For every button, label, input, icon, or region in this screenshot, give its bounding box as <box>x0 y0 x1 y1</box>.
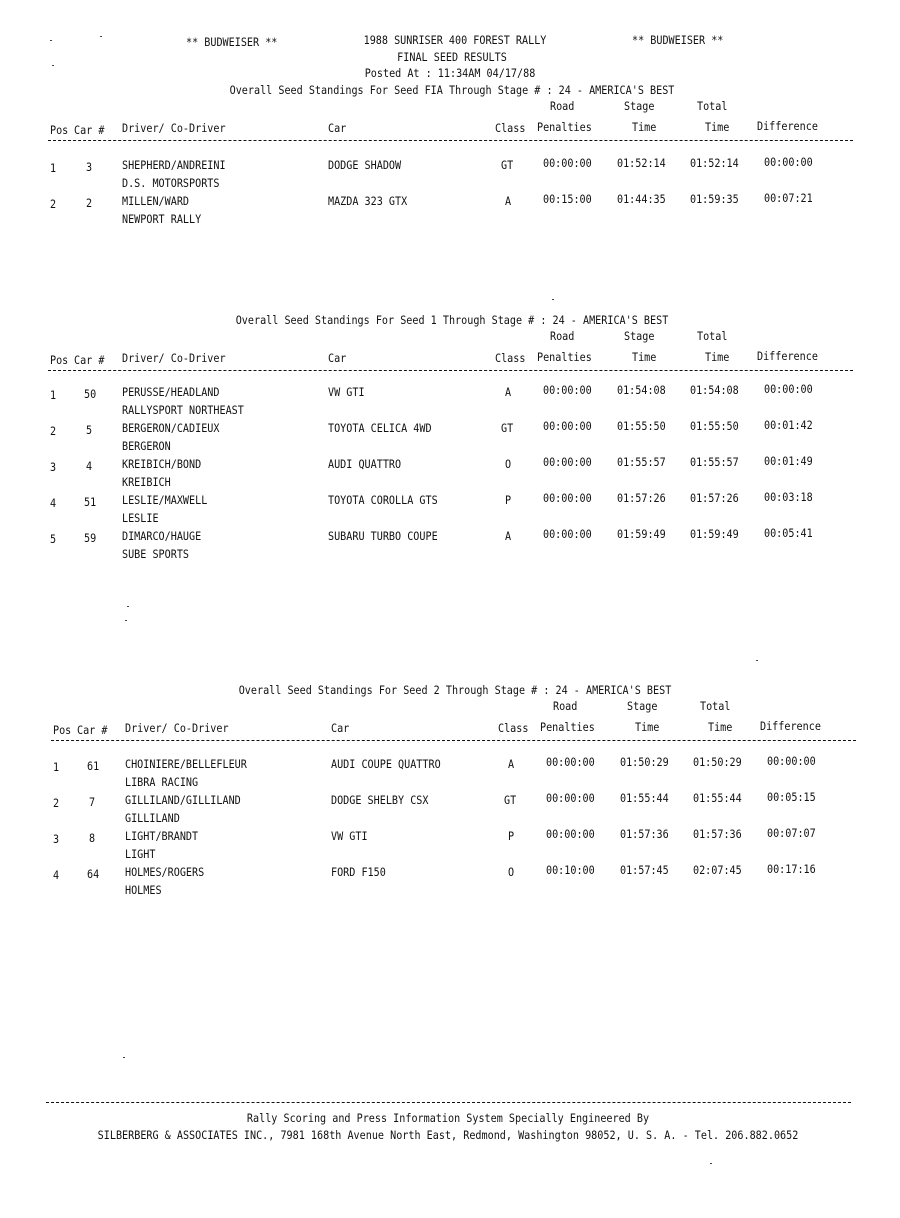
difference-cell: 00:07:07 <box>767 826 816 840</box>
header-total-top: Total <box>700 699 731 713</box>
total-time-cell: 01:57:26 <box>690 491 739 505</box>
header-total-top: Total <box>697 99 728 113</box>
team-cell: BERGERON <box>122 439 171 453</box>
sponsor-left: ** BUDWEISER ** <box>186 35 278 49</box>
position-cell: 4 <box>53 868 60 882</box>
total-time-cell: 01:50:29 <box>693 755 742 769</box>
car-number-cell: 51 <box>84 495 97 509</box>
team-cell: HOLMES <box>125 883 162 897</box>
position-cell: 1 <box>50 161 57 175</box>
total-time-cell: 01:57:36 <box>693 827 742 841</box>
driver-cell: HOLMES/ROGERS <box>125 865 205 879</box>
position-cell: 3 <box>50 460 57 474</box>
team-cell: LIBRA RACING <box>125 775 199 789</box>
header-difference: Difference <box>757 119 818 133</box>
car-number-cell: 4 <box>86 459 93 473</box>
header-pos: Pos <box>53 723 72 737</box>
penalties-cell: 00:10:00 <box>546 863 595 877</box>
car-number-cell: 8 <box>89 831 96 845</box>
stage-time-cell: 01:54:08 <box>617 383 666 397</box>
difference-cell: 00:01:49 <box>764 454 813 468</box>
sponsor-right: ** BUDWEISER ** <box>632 33 724 47</box>
total-time-cell: 01:52:14 <box>690 156 739 170</box>
header-stage-top: Stage <box>624 99 655 113</box>
position-cell: 1 <box>50 388 57 402</box>
car-number-cell: 59 <box>84 531 97 545</box>
driver-cell: LESLIE/MAXWELL <box>122 493 208 507</box>
car-number-cell: 50 <box>84 387 97 401</box>
penalties-cell: 00:00:00 <box>546 791 595 805</box>
total-time-cell: 01:55:44 <box>693 791 742 805</box>
header-stage-top: Stage <box>624 329 655 343</box>
header-class: Class <box>495 121 526 135</box>
position-cell: 5 <box>50 532 57 546</box>
driver-cell: PERUSSE/HEADLAND <box>122 385 220 399</box>
position-cell: 4 <box>50 496 57 510</box>
results-subtitle: FINAL SEED RESULTS <box>397 50 507 64</box>
team-cell: SUBE SPORTS <box>122 547 190 561</box>
difference-cell: 00:03:18 <box>764 490 813 504</box>
header-total-top: Total <box>697 329 728 343</box>
position-cell: 2 <box>53 796 60 810</box>
car-model-cell: FORD F150 <box>331 865 386 879</box>
driver-cell: SHEPHERD/ANDREINI <box>122 158 226 172</box>
class-cell: GT <box>504 793 517 807</box>
difference-cell: 00:00:00 <box>767 754 816 768</box>
car-model-cell: SUBARU TURBO COUPE <box>328 529 438 543</box>
header-road-top: Road <box>553 699 578 713</box>
header-divider <box>51 740 856 741</box>
driver-cell: BERGERON/CADIEUX <box>122 421 220 435</box>
posted-time: Posted At : 11:34AM 04/17/88 <box>364 66 536 80</box>
header-pos: Pos <box>50 123 69 137</box>
header-divider <box>48 140 853 141</box>
footer-divider <box>46 1102 851 1103</box>
footer-address: SILBERBERG & ASSOCIATES INC., 7981 168th Avenue North East, Redmond, Washington 98052, U. S. A. - Tel. 206.882.0652 <box>97 1128 799 1142</box>
position-cell: 2 <box>50 197 57 211</box>
scan-speck <box>100 36 102 37</box>
team-cell: RALLYSPORT NORTHEAST <box>122 403 244 417</box>
total-time-cell: 01:55:50 <box>690 419 739 433</box>
footer-credit: Rally Scoring and Press Information System Specially Engineered By <box>246 1111 650 1125</box>
header-total-time: Time <box>708 720 733 734</box>
header-stage-time: Time <box>632 350 657 364</box>
car-model-cell: AUDI COUPE QUATTRO <box>331 757 441 771</box>
header-road-top: Road <box>550 99 575 113</box>
header-car: Car <box>331 721 350 735</box>
car-number-cell: 64 <box>87 867 100 881</box>
position-cell: 2 <box>50 424 57 438</box>
car-model-cell: VW GTI <box>328 385 365 399</box>
penalties-cell: 00:00:00 <box>546 827 595 841</box>
header-car: Car <box>328 351 347 365</box>
penalties-cell: 00:00:00 <box>543 527 592 541</box>
stage-time-cell: 01:57:26 <box>617 491 666 505</box>
scan-speck <box>50 40 52 41</box>
header-pos: Pos <box>50 353 69 367</box>
team-cell: LESLIE <box>122 511 159 525</box>
class-cell: A <box>505 385 512 399</box>
difference-cell: 00:00:00 <box>764 155 813 169</box>
penalties-cell: 00:00:00 <box>543 491 592 505</box>
difference-cell: 00:17:16 <box>767 862 816 876</box>
stage-time-cell: 01:57:45 <box>620 863 669 877</box>
driver-cell: LIGHT/BRANDT <box>125 829 199 843</box>
car-number-cell: 2 <box>86 196 93 210</box>
scan-speck <box>552 299 554 300</box>
driver-cell: DIMARCO/HAUGE <box>122 529 202 543</box>
penalties-cell: 00:00:00 <box>543 455 592 469</box>
stage-time-cell: 01:55:50 <box>617 419 666 433</box>
driver-cell: KREIBICH/BOND <box>122 457 202 471</box>
header-car: Car <box>328 121 347 135</box>
class-cell: A <box>508 757 515 771</box>
header-road-top: Road <box>550 329 575 343</box>
difference-cell: 00:05:15 <box>767 790 816 804</box>
header-car-number: Car # <box>77 723 108 737</box>
car-model-cell: TOYOTA CELICA 4WD <box>328 421 432 435</box>
team-cell: GILLILAND <box>125 811 180 825</box>
scan-speck <box>756 660 758 661</box>
header-total-time: Time <box>705 350 730 364</box>
car-number-cell: 7 <box>89 795 96 809</box>
header-class: Class <box>495 351 526 365</box>
scan-speck <box>710 1163 712 1164</box>
car-model-cell: MAZDA 323 GTX <box>328 194 408 208</box>
team-cell: NEWPORT RALLY <box>122 212 202 226</box>
total-time-cell: 01:54:08 <box>690 383 739 397</box>
header-difference: Difference <box>757 349 818 363</box>
class-cell: A <box>505 529 512 543</box>
car-number-cell: 3 <box>86 160 93 174</box>
scan-speck <box>123 1057 125 1058</box>
header-car-number: Car # <box>74 123 105 137</box>
difference-cell: 00:07:21 <box>764 191 813 205</box>
total-time-cell: 01:55:57 <box>690 455 739 469</box>
penalties-cell: 00:15:00 <box>543 192 592 206</box>
scan-speck <box>125 620 127 621</box>
difference-cell: 00:05:41 <box>764 526 813 540</box>
header-stage-time: Time <box>635 720 660 734</box>
class-cell: GT <box>501 158 514 172</box>
class-cell: A <box>505 194 512 208</box>
header-driver: Driver/ Co-Driver <box>125 721 229 735</box>
car-model-cell: DODGE SHELBY CSX <box>331 793 429 807</box>
stage-time-cell: 01:55:57 <box>617 455 666 469</box>
penalties-cell: 00:00:00 <box>543 383 592 397</box>
header-divider <box>48 370 853 371</box>
driver-cell: GILLILAND/GILLILAND <box>125 793 241 807</box>
penalties-cell: 00:00:00 <box>543 156 592 170</box>
header-road-penalties: Penalties <box>537 120 592 134</box>
header-difference: Difference <box>760 719 821 733</box>
header-car-number: Car # <box>74 353 105 367</box>
car-model-cell: AUDI QUATTRO <box>328 457 402 471</box>
penalties-cell: 00:00:00 <box>546 755 595 769</box>
class-cell: P <box>505 493 512 507</box>
difference-cell: 00:01:42 <box>764 418 813 432</box>
section-title: Overall Seed Standings For Seed FIA Through Stage # : 24 - AMERICA'S BEST <box>229 83 675 97</box>
event-title: 1988 SUNRISER 400 FOREST RALLY <box>363 33 547 47</box>
header-stage-time: Time <box>632 120 657 134</box>
class-cell: P <box>508 829 515 843</box>
driver-cell: CHOINIERE/BELLEFLEUR <box>125 757 247 771</box>
position-cell: 1 <box>53 760 60 774</box>
section-title: Overall Seed Standings For Seed 1 Through Stage # : 24 - AMERICA'S BEST <box>235 313 669 327</box>
total-time-cell: 01:59:35 <box>690 192 739 206</box>
scan-speck <box>127 606 129 607</box>
stage-time-cell: 01:59:49 <box>617 527 666 541</box>
stage-time-cell: 01:57:36 <box>620 827 669 841</box>
header-road-penalties: Penalties <box>537 350 592 364</box>
header-driver: Driver/ Co-Driver <box>122 121 226 135</box>
section-title: Overall Seed Standings For Seed 2 Through Stage # : 24 - AMERICA'S BEST <box>238 683 672 697</box>
total-time-cell: 02:07:45 <box>693 863 742 877</box>
header-class: Class <box>498 721 529 735</box>
class-cell: O <box>508 865 515 879</box>
driver-cell: MILLEN/WARD <box>122 194 190 208</box>
stage-time-cell: 01:44:35 <box>617 192 666 206</box>
header-driver: Driver/ Co-Driver <box>122 351 226 365</box>
team-cell: KREIBICH <box>122 475 171 489</box>
stage-time-cell: 01:55:44 <box>620 791 669 805</box>
stage-time-cell: 01:50:29 <box>620 755 669 769</box>
team-cell: LIGHT <box>125 847 156 861</box>
position-cell: 3 <box>53 832 60 846</box>
header-stage-top: Stage <box>627 699 658 713</box>
header-road-penalties: Penalties <box>540 720 595 734</box>
stage-time-cell: 01:52:14 <box>617 156 666 170</box>
header-total-time: Time <box>705 120 730 134</box>
car-model-cell: VW GTI <box>331 829 368 843</box>
difference-cell: 00:00:00 <box>764 382 813 396</box>
class-cell: GT <box>501 421 514 435</box>
car-number-cell: 61 <box>87 759 100 773</box>
total-time-cell: 01:59:49 <box>690 527 739 541</box>
class-cell: O <box>505 457 512 471</box>
penalties-cell: 00:00:00 <box>543 419 592 433</box>
car-model-cell: TOYOTA COROLLA GTS <box>328 493 438 507</box>
scan-speck <box>52 65 54 66</box>
car-number-cell: 5 <box>86 423 93 437</box>
car-model-cell: DODGE SHADOW <box>328 158 402 172</box>
team-cell: D.S. MOTORSPORTS <box>122 176 220 190</box>
